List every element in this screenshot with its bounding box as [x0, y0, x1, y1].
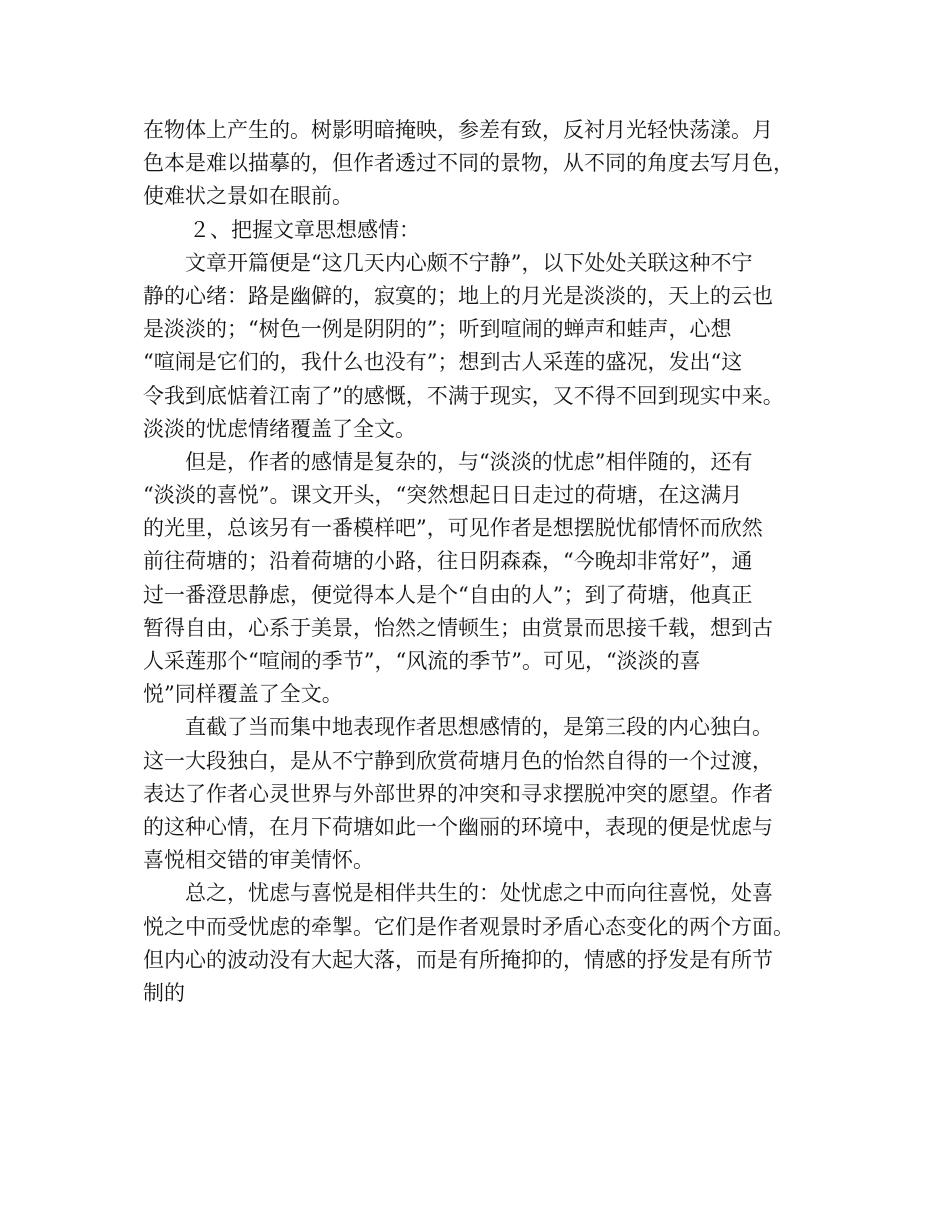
text-line: 淡淡的忧虑情绪覆盖了全文。 — [143, 416, 416, 441]
text-line: 人采莲那个“喧闹的季节”，“风流的季节”。可见，“淡淡的喜 — [143, 649, 701, 673]
paragraph-first-line: 直截了当而集中地表现作者思想感情的，是第三段的内心独白。 — [185, 715, 773, 740]
text-line: 悦之中而受忧虑的牵掣。它们是作者观景时矛盾心态变化的两个方面。 — [143, 914, 794, 939]
text-line: 前往荷塘的；沿着荷塘的小路，往日阴森森，“今晚却非常好”，通 — [143, 549, 753, 574]
text-line: 是淡淡的；“树色一例是阴阴的”；听到喧闹的蝉声和蛙声，心想 — [143, 317, 732, 342]
text-line: 的光里，总该另有一番模样吧”，可见作者是想摆脱忧郁情怀而欣然 — [143, 516, 763, 541]
text-line: 令我到底惦着江南了”的感慨，不满于现实，又不得不回到现实中来。 — [143, 383, 784, 408]
paragraph-first-line: 文章开篇便是“这几天内心颇不宁静”，以下处处关联这种不宁 — [185, 250, 753, 275]
document-body — [143, 114, 823, 1010]
text-line: 过一番澄思静虑，便觉得本人是个“自由的人”；到了荷塘，他真正 — [143, 582, 753, 607]
section-heading: ２、把握文章思想感情： — [189, 217, 420, 242]
text-line: 的这种心情，在月下荷塘如此一个幽丽的环境中，表现的便是忧虑与 — [143, 814, 773, 839]
text-line: 悦”同样覆盖了全文。 — [143, 682, 343, 707]
text-line: 暂得自由，心系于美景，怡然之情顿生；由赏景而思接千载，想到古 — [143, 615, 773, 640]
text-line: 在物体上产生的。树影明暗掩映，参差有致，反衬月光轻快荡漾。月 — [143, 118, 773, 142]
paragraph-first-line: 总之，忧虑与喜悦是相伴共生的：处忧虑之中而向往喜悦，处喜 — [185, 881, 773, 906]
text-line: 但内心的波动没有大起大落，而是有所掩抑的，情感的抒发是有所节 — [143, 947, 773, 972]
text-line: 这一大段独白，是从不宁静到欣赏荷塘月色的怡然自得的一个过渡， — [143, 748, 773, 773]
text-line: “喧闹是它们的，我什么也没有”；想到古人采莲的盛况，发出“这 — [143, 350, 743, 375]
text-line: 表达了作者心灵世界与外部世界的冲突和寻求摆脱冲突的愿望。作者 — [143, 781, 773, 806]
text-line: “淡淡的喜悦”。课文开头，“突然想起日日走过的荷塘，在这满月 — [143, 483, 743, 508]
text-line: 制的 — [143, 980, 185, 1005]
text-line: 使难状之景如在眼前。 — [143, 184, 353, 209]
text-line: 色本是难以描摹的，但作者透过不同的景物，从不同的角度去写月色， — [143, 151, 794, 176]
text-line: 静的心绪：路是幽僻的，寂寞的；地上的月光是淡淡的，天上的云也 — [143, 283, 773, 308]
paragraph-first-line: 但是，作者的感情是复杂的，与“淡淡的忧虑”相伴随的，还有 — [185, 449, 753, 474]
text-line: 喜悦相交错的审美情怀。 — [143, 848, 374, 873]
